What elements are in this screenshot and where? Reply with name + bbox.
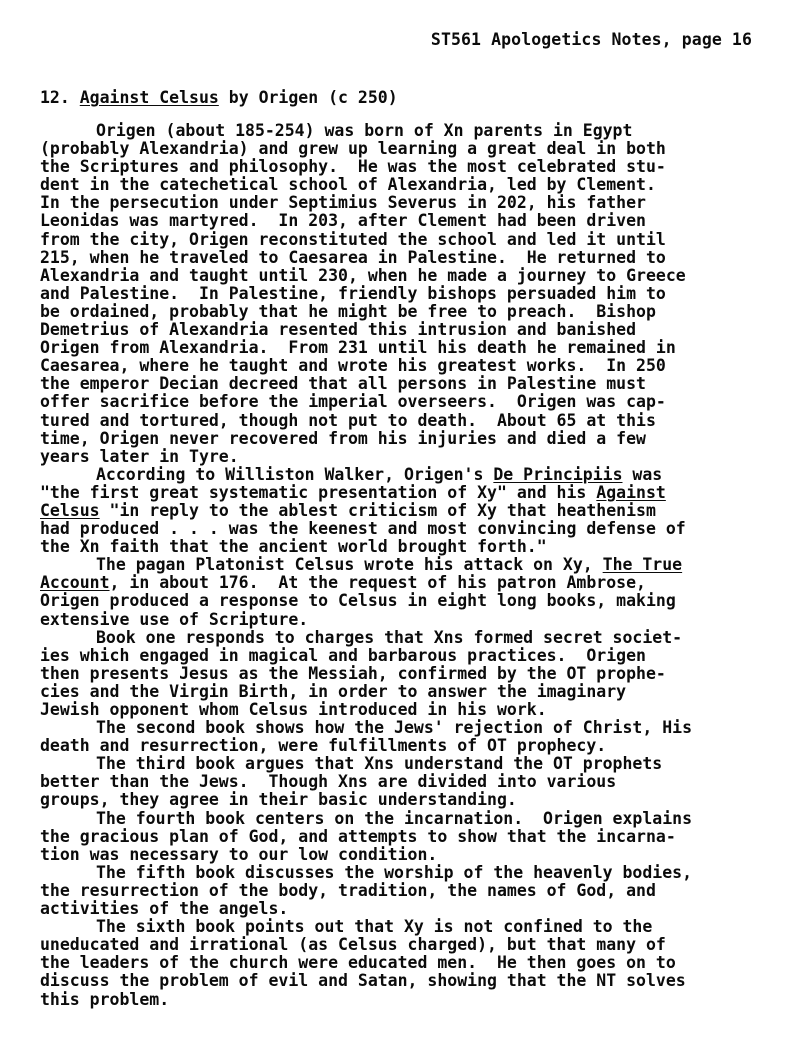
text-line: death and resurrection, were fulfillments of OT prophecy.: [40, 736, 607, 756]
text-line: years later in Tyre.: [40, 446, 239, 466]
text-line: extensive use of Scripture.: [40, 609, 309, 629]
text-line: Demetrius of Alexandria resented this intrusion and banished: [40, 320, 637, 340]
text-line: this problem.: [40, 989, 170, 1009]
text-line: better than the Jews. Though Xns are divided into various: [40, 772, 617, 792]
text-line: had produced . . . was the keenest and most convincing defense of: [40, 519, 686, 539]
text-line: the gracious plan of God, and attempts to show that the incarna-: [40, 826, 676, 846]
text-line: The third book argues that Xns understand the OT prophets: [96, 754, 663, 774]
text-line: In the persecution under Septimius Severus in 202, his father: [40, 193, 646, 213]
text-line: offer sacrifice before the imperial overseers. Origen was cap-: [40, 392, 666, 412]
underlined-title: De Principiis: [493, 464, 623, 484]
text-line: be ordained, probably that he might be free to preach. Bishop: [40, 301, 656, 321]
text-span: , in about 176. At the request of his patron Ambrose,: [109, 573, 646, 593]
text-line: from the city, Origen reconstituted the school and led it until: [40, 229, 666, 249]
body-text: [40, 122, 765, 1009]
text-line: 215, when he traveled to Caesarea in Palestine. He returned to: [40, 247, 666, 267]
text-line: uneducated and irrational (as Celsus charged), but that many of: [40, 935, 666, 955]
text-line: [40, 466, 765, 484]
text-line: The fifth book discusses the worship of the heavenly bodies,: [96, 862, 693, 882]
text-line: [40, 502, 765, 520]
text-line: time, Origen never recovered from his injuries and died a few: [40, 428, 646, 448]
text-line: then presents Jesus as the Messiah, confirmed by the OT prophe-: [40, 663, 666, 683]
section-work-title: Against Celsus: [79, 88, 219, 107]
text-line: the resurrection of the body, tradition, the names of God, and: [40, 880, 656, 900]
underlined-title: Celsus: [40, 500, 100, 520]
text-line: the Xn faith that the ancient world brought forth.": [40, 537, 547, 557]
text-line: Leonidas was martyred. In 203, after Clement had been driven: [40, 211, 646, 231]
text-line: (probably Alexandria) and grew up learning a great deal in both: [40, 139, 666, 159]
text-line: Origen from Alexandria. From 231 until his death he remained in: [40, 338, 676, 358]
text-span: "in reply to the ablest criticism of Xy that heathenism: [99, 500, 656, 520]
text-line: groups, they agree in their basic understanding.: [40, 790, 517, 810]
text-line: tion was necessary to our low condition.: [40, 844, 438, 864]
underlined-title: The True: [602, 555, 683, 575]
section-by-line: by Origen (c 250): [228, 88, 398, 107]
text-span: According to Williston Walker, Origen's: [96, 464, 494, 484]
text-line: dent in the catechetical school of Alexandria, led by Clement.: [40, 175, 656, 195]
text-line: the emperor Decian decreed that all persons in Palestine must: [40, 374, 646, 394]
text-line: the leaders of the church were educated men. He then goes on to: [40, 953, 676, 973]
text-line: discuss the problem of evil and Satan, showing that the NT solves: [40, 971, 686, 991]
text-span: The pagan Platonist Celsus wrote his attack on Xy,: [96, 555, 603, 575]
text-line: The fourth book centers on the incarnation. Origen explains: [96, 808, 693, 828]
text-line: Caesarea, where he taught and wrote his greatest works. In 250: [40, 356, 666, 376]
text-line: [40, 556, 765, 574]
text-line: the Scriptures and philosophy. He was the most celebrated stu-: [40, 157, 666, 177]
text-line: tured and tortured, though not put to death. About 65 at this: [40, 410, 656, 430]
running-header: ST561 Apologetics Notes, page 16: [430, 30, 752, 49]
text-span: "the first great systematic presentation of Xy" and his: [40, 482, 597, 502]
text-line: cies and the Virgin Birth, in order to answer the imaginary: [40, 681, 627, 701]
text-line: Jewish opponent whom Celsus introduced in his work.: [40, 700, 547, 719]
text-span: was: [622, 464, 663, 484]
underlined-title: Account: [40, 573, 110, 593]
text-line: Origen produced a response to Celsus in eight long books, making: [40, 591, 676, 611]
text-line: Origen (about 185-254) was born of Xn parents in Egypt: [96, 121, 633, 140]
text-line: [40, 484, 765, 502]
text-line: activities of the angels.: [40, 899, 289, 919]
text-line: The second book shows how the Jews' rejection of Christ, His: [96, 718, 693, 738]
section-heading: [40, 88, 398, 108]
text-line: and Palestine. In Palestine, friendly bishops persuaded him to: [40, 283, 666, 303]
text-line: [40, 574, 765, 592]
text-line: ies which engaged in magical and barbarous practices. Origen: [40, 645, 646, 665]
underlined-title: Against: [596, 482, 666, 502]
text-line: Alexandria and taught until 230, when he made a journey to Greece: [40, 265, 686, 285]
text-line: Book one responds to charges that Xns formed secret societ-: [96, 627, 683, 647]
text-line: The sixth book points out that Xy is not confined to the: [96, 917, 653, 937]
section-number: 12.: [40, 88, 70, 107]
